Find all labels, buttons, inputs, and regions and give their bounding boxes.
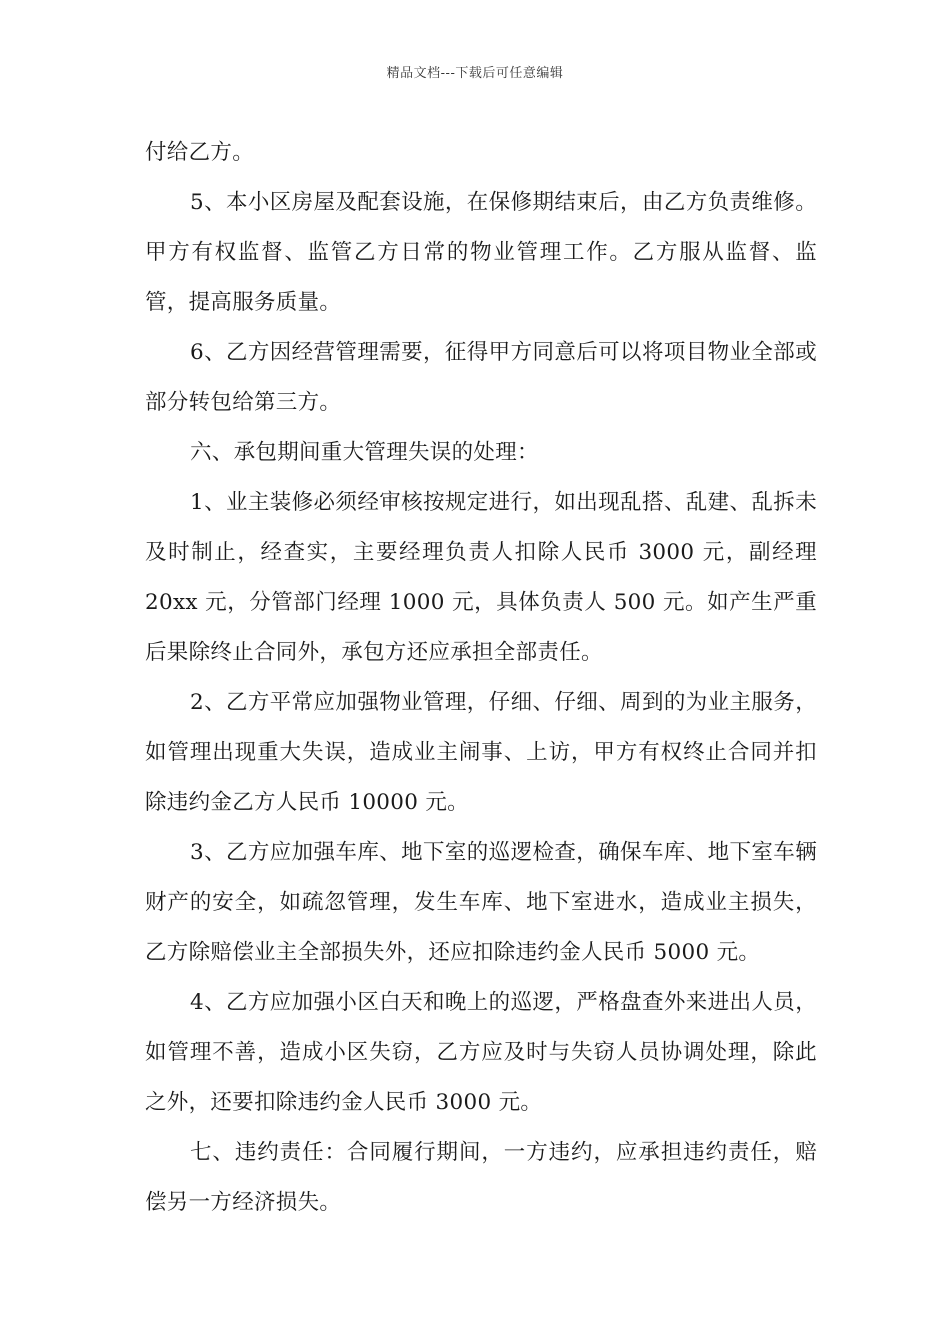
paragraph-item-1: 1、业主装修必须经审核按规定进行，如出现乱搭、乱建、乱拆未及时制止，经查实，主要经理负责人扣除人民币 3000 元，副经理 20xx 元，分管部门经理 1000 元，具体负责人 500 元。如产生严重后果除终止合同外，承包方还应承担全部责任。 (145, 490, 817, 665)
paragraph-item-3: 3、乙方应加强车库、地下室的巡逻检查，确保车库、地下室车辆财产的安全，如疏忽管理，发生车库、地下室进水，造成业主损失，乙方除赔偿业主全部损失外，还应扣除违约金人民币 5000 元。 (145, 840, 817, 965)
paragraph-clause-6: 6、乙方因经营管理需要，征得甲方同意后可以将项目物业全部或部分转包给第三方。 (145, 340, 817, 415)
paragraph-item-2: 2、乙方平常应加强物业管理，仔细、仔细、周到的为业主服务，如管理出现重大失误，造成业主闹事、上访，甲方有权终止合同并扣除违约金乙方人民币 10000 元。 (145, 690, 817, 815)
document-body (145, 128, 817, 1228)
page-header: 精品文档---下载后可任意编辑 (386, 66, 564, 81)
section-heading-7: 七、违约责任：合同履行期间，一方违约，应承担违约责任，赔偿另一方经济损失。 (145, 1140, 817, 1215)
paragraph-clause-5: 5、本小区房屋及配套设施，在保修期结束后，由乙方负责维修。甲方有权监督、监管乙方日常的物业管理工作。乙方服从监督、监管，提高服务质量。 (145, 190, 817, 315)
paragraph-item-4: 4、乙方应加强小区白天和晚上的巡逻，严格盘查外来进出人员，如管理不善，造成小区失窃，乙方应及时与失窃人员协调处理，除此之外，还要扣除违约金人民币 3000 元。 (145, 990, 817, 1115)
section-heading-6: 六、承包期间重大管理失误的处理： (190, 440, 539, 465)
paragraph-continuation: 付给乙方。 (145, 140, 255, 165)
